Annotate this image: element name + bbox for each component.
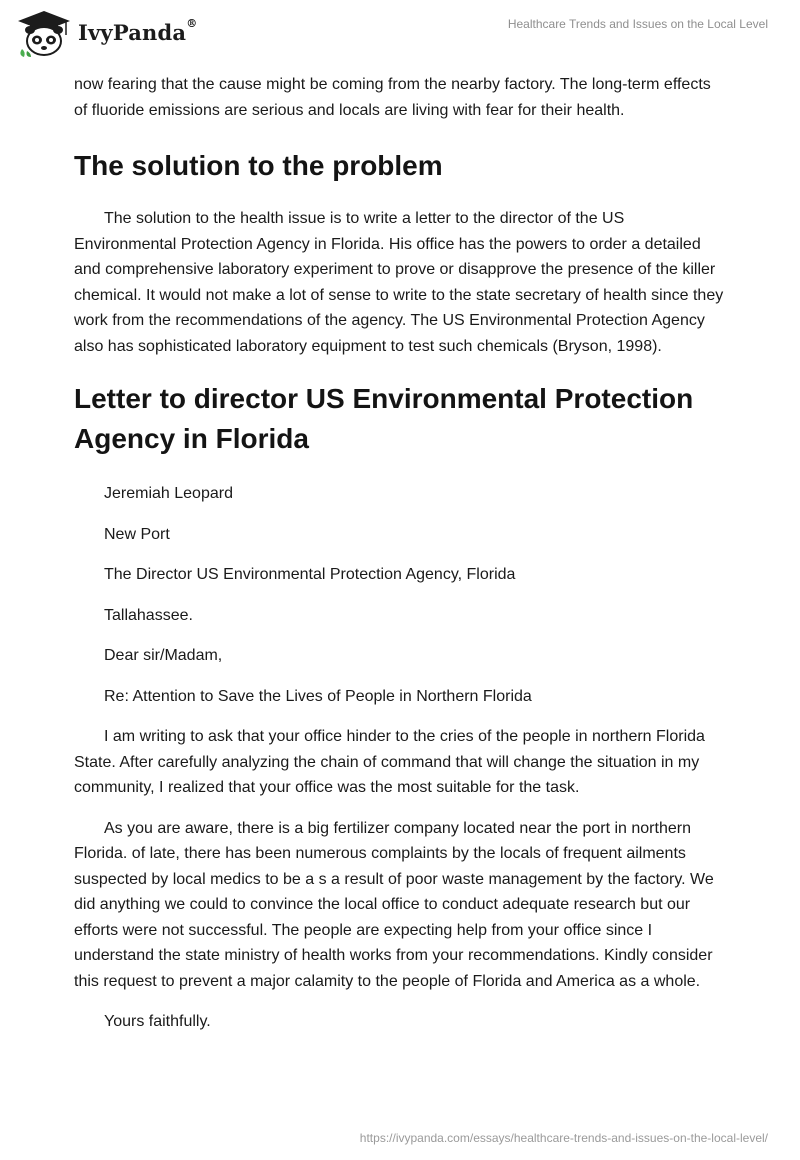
registered-mark: ® bbox=[186, 17, 198, 30]
letter-body-2: As you are aware, there is a big fertilizer company located near the port in northern Florida. of late, there has been numerous complaints by the locals of frequent ailments suspected by local medics to be a s a result of poor waste management by the factory. We did anything we could to convince the local office to conduct adequate research but our efforts were not successful. The people are expecting help from your office since I understand the state ministry of health works from your recommendations. Kindly consider this request to prevent a major calamity to the people of Florida and America as a whole. bbox=[74, 819, 714, 990]
brand-name[interactable]: IvyPanda® bbox=[78, 17, 198, 45]
solution-paragraph: The solution to the health issue is to write a letter to the director of the US Environmental Protection Agency in Florida. His office has the powers to order a detailed and comprehensive laboratory experiment to prove or disapprove the presence of the killer chemical. It would not make a lot of sense to write to the state secretary of health since they work from the recommendations of the agency. The US Environmental Protection Agency also has sophisticated laboratory equipment to test such chemicals (Bryson, 1998). bbox=[74, 210, 724, 355]
letter-subject: Re: Attention to Save the Lives of People in Northern Florida bbox=[104, 687, 532, 705]
intro-paragraph: now fearing that the cause might be coming from the nearby factory. The long-term effects of fluoride emissions are serious and locals are living with fear for their health. bbox=[74, 76, 711, 119]
letter-recipient: The Director US Environmental Protection Agency, Florida bbox=[104, 566, 516, 583]
letter-body-1: I am writing to ask that your office hinder to the cries of the people in northern Florida State. After carefully analyzing the chain of command that will change the situation in my community, I realized that your office was the most suitable for the task. bbox=[74, 728, 705, 796]
letter-sender-name: Jeremiah Leopard bbox=[104, 485, 233, 502]
letter-salutation: Dear sir/Madam, bbox=[104, 647, 223, 664]
page-header bbox=[0, 0, 800, 70]
letter-sender-place: New Port bbox=[104, 525, 170, 543]
footer-url[interactable]: https://ivypanda.com/essays/healthcare-trends-and-issues-on-the-local-level/ bbox=[359, 1131, 768, 1145]
essay-content bbox=[74, 72, 726, 1035]
heading-solution: The solution to the problem bbox=[74, 150, 443, 181]
panda-logo-icon[interactable] bbox=[14, 9, 74, 59]
letter-closing: Yours faithfully. bbox=[104, 1013, 211, 1030]
heading-letter: Letter to director US Environmental Protection Agency in Florida bbox=[74, 383, 694, 454]
document-title: Healthcare Trends and Issues on the Local Level bbox=[507, 17, 768, 31]
letter-recipient-city: Tallahassee. bbox=[104, 606, 193, 624]
